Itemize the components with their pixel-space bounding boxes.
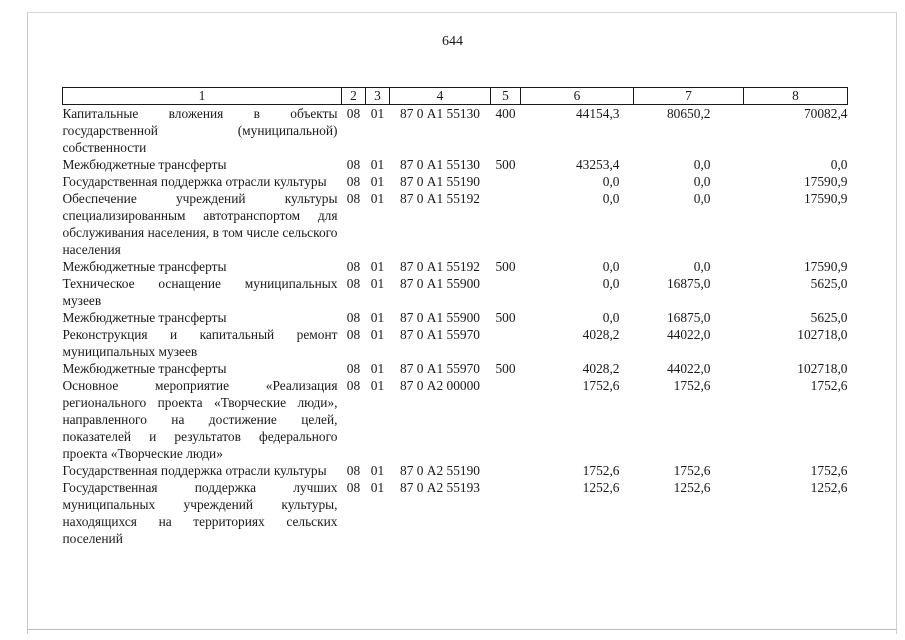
table-row [63,275,848,309]
row-expense-type [491,462,521,479]
row-subsection-code: 01 [370,259,385,274]
table-body [63,105,848,548]
row-expense-type: 500 [495,157,516,172]
row-target-article: 87 0 А1 55192 [400,191,480,206]
row-section-code: 08 [346,259,361,274]
header-col-3: 3 [366,88,390,105]
row-value-col7: 16875,0 [666,276,711,291]
header-col-4: 4 [390,88,491,105]
row-section-code: 08 [346,463,361,478]
row-value-col8: 1752,6 [810,378,848,393]
row-section-code: 08 [346,157,361,172]
row-section-code: 08 [346,361,361,376]
row-value-col7: 44022,0 [666,361,711,376]
row-value-col8: 17590,9 [803,174,848,189]
row-target-article: 87 0 А2 55193 [400,480,480,495]
row-value-col8: 5625,0 [810,276,848,291]
row-subsection-code: 01 [370,327,385,342]
row-value-col6: 0,0 [602,191,620,206]
row-value-col6: 0,0 [602,259,620,274]
row-target-article: 87 0 А2 55190 [400,463,480,478]
header-col-6: 6 [521,88,634,105]
row-value-col6: 0,0 [602,310,620,325]
row-expense-type [491,190,521,258]
row-subsection-code: 01 [370,276,385,291]
row-value-col8: 5625,0 [810,310,848,325]
row-subsection-code: 01 [370,157,385,172]
row-name: Реконструкция и капитальный ремонт муниципальных музеев [62,327,338,359]
table-row [63,173,848,190]
row-target-article: 87 0 А1 55970 [400,361,480,376]
row-expense-type [491,479,521,547]
row-section-code: 08 [346,106,361,121]
row-value-col6: 1752,6 [582,378,620,393]
row-target-article: 87 0 А1 55970 [400,327,480,342]
row-section-code: 08 [346,191,361,206]
row-subsection-code: 01 [370,174,385,189]
row-section-code: 08 [346,276,361,291]
table-row [63,309,848,326]
row-name: Капитальные вложения в объекты государственной (муниципальной) собственности [62,106,338,155]
header-col-1: 1 [63,88,342,105]
row-name: Обеспечение учреждений культуры специализированным автотранспортом для обслуживания населения, в том числе сельского населения [62,191,338,257]
header-col-2: 2 [342,88,366,105]
row-expense-type: 400 [495,106,516,121]
row-target-article: 87 0 А2 00000 [400,378,480,393]
table-row [63,326,848,360]
row-target-article: 87 0 А1 55130 [400,106,480,121]
row-target-article: 87 0 А1 55900 [400,310,480,325]
row-target-article: 87 0 А1 55130 [400,157,480,172]
table-row [63,190,848,258]
row-section-code: 08 [346,378,361,393]
row-value-col7: 16875,0 [666,310,711,325]
row-value-col8: 17590,9 [803,191,848,206]
page-number: 644 [442,34,463,49]
row-value-col7: 1752,6 [673,463,711,478]
row-value-col7: 1752,6 [673,378,711,393]
table-row [63,462,848,479]
row-name: Межбюджетные трансферты [62,157,227,172]
row-value-col6: 4028,2 [582,327,620,342]
row-subsection-code: 01 [370,310,385,325]
row-value-col8: 0,0 [830,157,848,172]
row-section-code: 08 [346,480,361,495]
row-value-col7: 0,0 [693,174,711,189]
row-value-col7: 1252,6 [673,480,711,495]
row-name: Государственная поддержка лучших муниципальных учреждений культуры, находящихся на территориях сельских поселений [62,480,338,546]
page-bottom-edge [27,629,897,630]
table-row [63,156,848,173]
row-name: Техническое оснащение муниципальных музеев [62,276,338,308]
row-value-col8: 17590,9 [803,259,848,274]
row-section-code: 08 [346,174,361,189]
budget-table [62,87,848,547]
row-expense-type [491,275,521,309]
row-expense-type [491,377,521,462]
row-value-col7: 0,0 [693,157,711,172]
row-value-col6: 1252,6 [582,480,620,495]
row-expense-type [491,173,521,190]
row-expense-type: 500 [495,259,516,274]
row-value-col7: 0,0 [693,191,711,206]
row-value-col6: 0,0 [602,276,620,291]
table-row [63,377,848,462]
row-expense-type: 500 [495,361,516,376]
row-name: Государственная поддержка отрасли культуры [62,174,327,189]
row-subsection-code: 01 [370,361,385,376]
row-subsection-code: 01 [370,463,385,478]
row-subsection-code: 01 [370,378,385,393]
row-target-article: 87 0 А1 55190 [400,174,480,189]
header-col-8: 8 [744,88,848,105]
row-subsection-code: 01 [370,106,385,121]
table-row [63,258,848,275]
row-value-col6: 44154,3 [575,106,620,121]
row-value-col7: 44022,0 [666,327,711,342]
table-row [63,360,848,377]
row-value-col8: 1752,6 [810,463,848,478]
row-target-article: 87 0 А1 55192 [400,259,480,274]
row-name: Межбюджетные трансферты [62,259,227,274]
row-name: Государственная поддержка отрасли культуры [62,463,327,478]
table-header [63,88,848,105]
row-expense-type [491,326,521,360]
row-name: Основное мероприятие «Реализация регионального проекта «Творческие люди», направленного на достижение целей, показателей и результатов федерального проекта «Творческие люди» [62,378,338,461]
table-row [63,105,848,157]
row-target-article: 87 0 А1 55900 [400,276,480,291]
row-value-col8: 1252,6 [810,480,848,495]
header-col-7: 7 [634,88,744,105]
row-section-code: 08 [346,310,361,325]
row-name: Межбюджетные трансферты [62,361,227,376]
header-row [63,88,848,105]
row-subsection-code: 01 [370,191,385,206]
row-value-col6: 4028,2 [582,361,620,376]
row-subsection-code: 01 [370,480,385,495]
row-value-col6: 0,0 [602,174,620,189]
header-col-5: 5 [491,88,521,105]
table-row [63,479,848,547]
row-section-code: 08 [346,327,361,342]
row-value-col8: 70082,4 [803,106,848,121]
row-expense-type: 500 [495,310,516,325]
row-value-col6: 1752,6 [582,463,620,478]
row-value-col8: 102718,0 [797,361,848,376]
row-value-col6: 43253,4 [575,157,620,172]
row-value-col8: 102718,0 [797,327,848,342]
row-value-col7: 80650,2 [666,106,711,121]
row-value-col7: 0,0 [693,259,711,274]
row-name: Межбюджетные трансферты [62,310,227,325]
